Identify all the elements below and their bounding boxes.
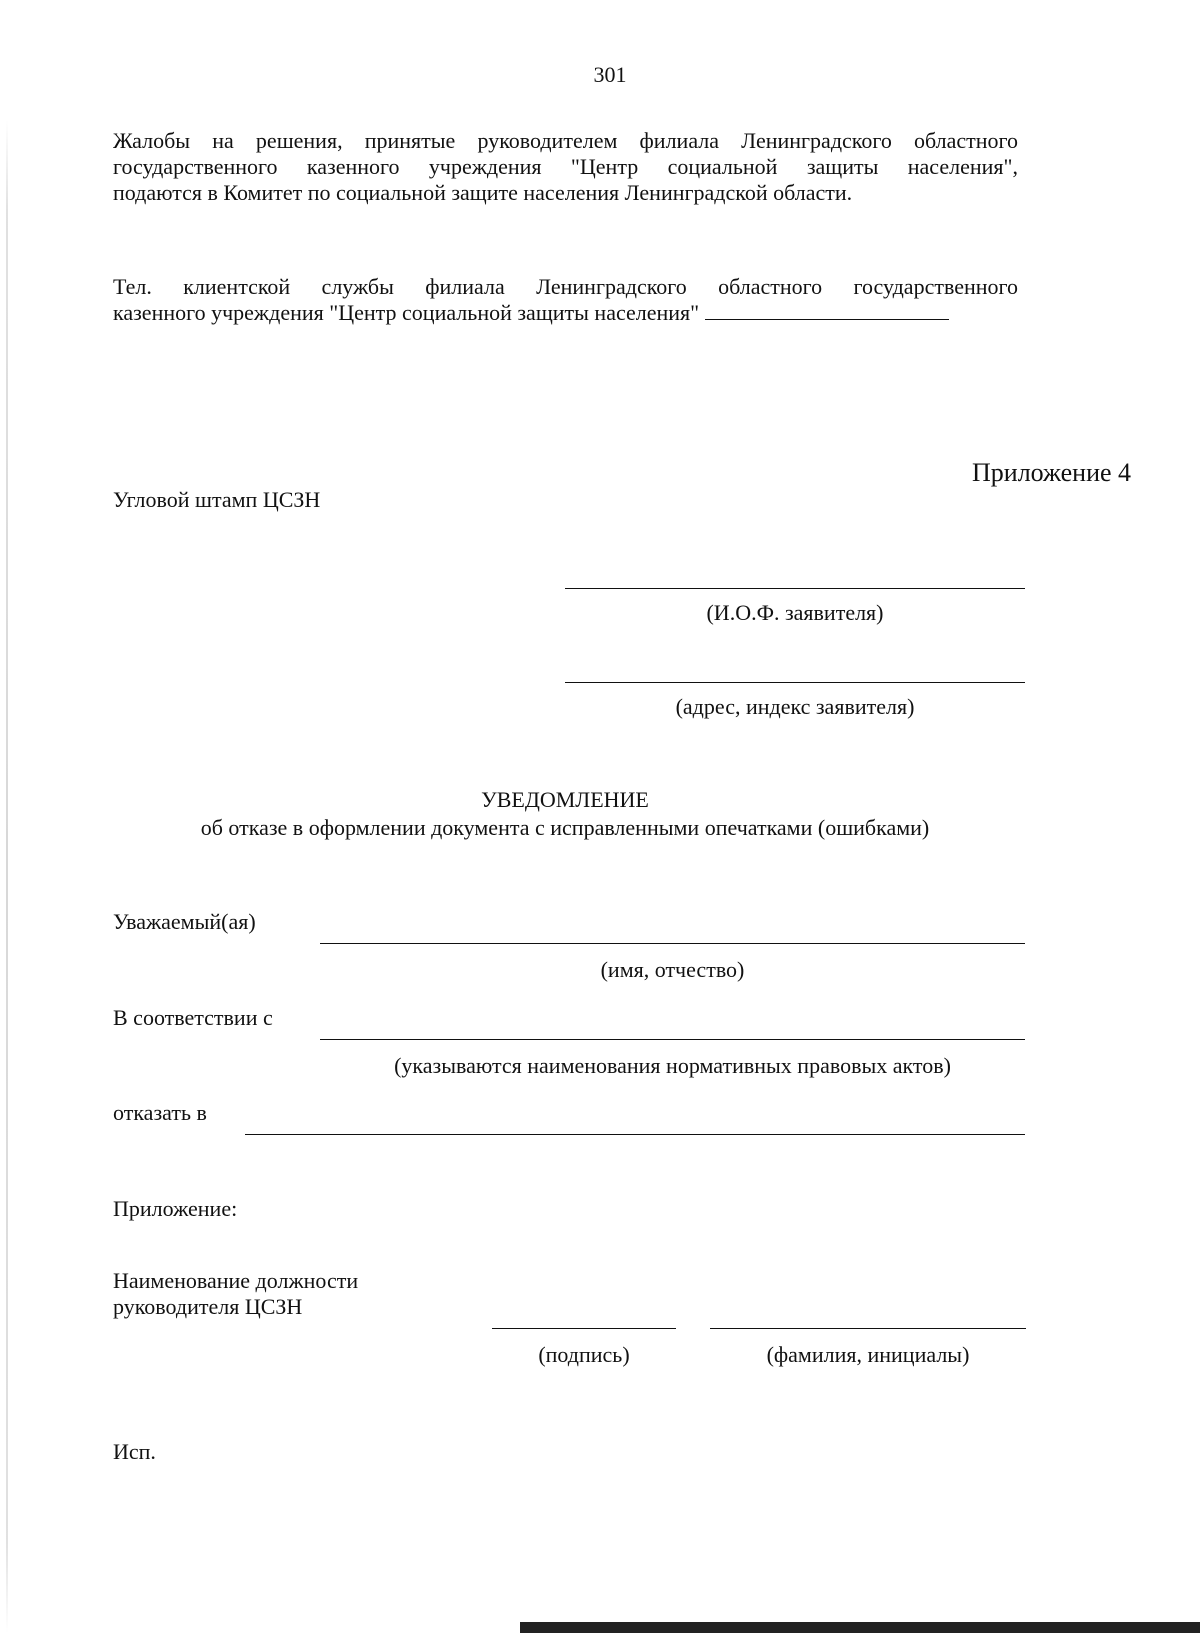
position-line-2: руководителя ЦСЗН <box>113 1294 303 1319</box>
corner-stamp-label: Угловой штамп ЦСЗН <box>113 487 321 512</box>
scan-left-edge <box>6 120 8 1633</box>
executor-label: Исп. <box>113 1439 156 1464</box>
signature-caption: (подпись) <box>538 1342 630 1367</box>
refuse-line <box>245 1134 1025 1135</box>
page-number: 301 <box>593 62 627 87</box>
phone-line-2 <box>113 300 1018 326</box>
accordance-caption: (указываются наименования нормативных правовых актов) <box>394 1053 951 1078</box>
greeting-line <box>320 943 1025 944</box>
complaints-line-3: подаются в Комитет по социальной защите населения Ленинградской области. <box>113 180 853 205</box>
applicant-address-line <box>565 682 1025 683</box>
notice-title: УВЕДОМЛЕНИЕ <box>481 787 649 812</box>
phone-paragraph <box>113 274 1018 326</box>
scan-bottom-bar <box>520 1622 1200 1633</box>
applicant-name-line <box>565 588 1025 589</box>
complaints-paragraph <box>113 128 1018 206</box>
accordance-label: В соответствии с <box>113 1005 273 1030</box>
signature-line <box>492 1328 676 1329</box>
refuse-label: отказать в <box>113 1100 207 1125</box>
position-line-1: Наименование должности <box>113 1268 359 1293</box>
phone-number-blank <box>705 301 949 320</box>
phone-line-2-text: казенного учреждения "Центр социальной защиты населения" <box>113 300 700 325</box>
greeting-caption: (имя, отчество) <box>600 957 745 982</box>
surname-caption: (фамилия, инициалы) <box>766 1342 970 1367</box>
appendix-label: Приложение 4 <box>972 458 1132 487</box>
complaints-line-2: государственного казенного учреждения "Центр социальной защиты населения", <box>113 154 1018 179</box>
complaints-line-1: Жалобы на решения, принятые руководителем филиала Ленинградского областного <box>113 128 1018 153</box>
greeting-label: Уважаемый(ая) <box>113 909 256 934</box>
notice-subtitle: об отказе в оформлении документа с исправленными опечатками (ошибками) <box>200 815 930 840</box>
applicant-address-caption: (адрес, индекс заявителя) <box>675 694 915 719</box>
phone-line-1: Тел. клиентской службы филиала Ленинградского областного государственного <box>113 274 1018 299</box>
applicant-name-caption: (И.О.Ф. заявителя) <box>706 600 884 625</box>
surname-line <box>710 1328 1026 1329</box>
accordance-line <box>320 1039 1025 1040</box>
attachment-label: Приложение: <box>113 1196 238 1221</box>
